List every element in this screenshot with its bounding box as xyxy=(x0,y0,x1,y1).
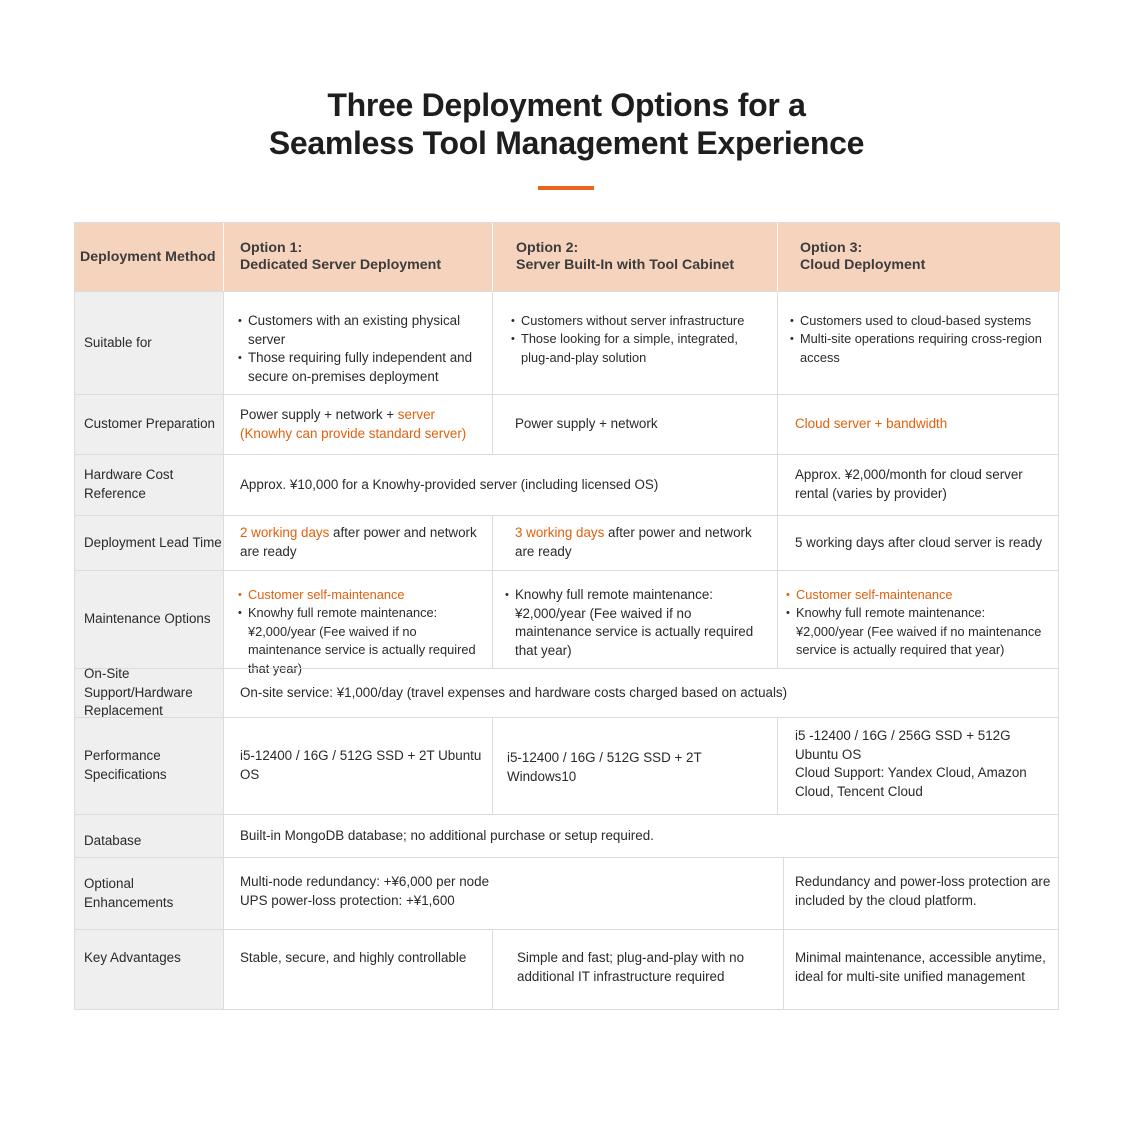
header-deployment-method: Deployment Method xyxy=(75,223,223,291)
database-value: Built-in MongoDB database; no additional purchase or setup required. xyxy=(223,815,1060,857)
row-label: Optional Enhancements xyxy=(75,858,223,929)
table-row-customer-preparation xyxy=(75,394,1058,454)
table-row-database xyxy=(75,814,1058,857)
option-2-preparation: Power supply + network xyxy=(492,395,777,454)
option-3-optional: Redundancy and power-loss protection are included by the cloud platform. xyxy=(783,858,1060,929)
optional-ups: UPS power-loss protection: +¥1,600 xyxy=(240,892,455,908)
list-item: • Customer self-maintenance xyxy=(240,586,492,604)
preparation-highlight: server (Knowhy can provide standard server) xyxy=(240,406,467,441)
row-label: Performance Specifications xyxy=(75,718,223,814)
list-item: • Customers with an existing physical server xyxy=(240,312,486,349)
row-label: Maintenance Options xyxy=(75,571,223,668)
option-2-name: Server Built-In with Tool Cabinet xyxy=(516,257,735,273)
option-2-lead-time xyxy=(492,516,777,570)
option-1-name: Dedicated Server Deployment xyxy=(240,257,442,273)
row-label: Key Advantages xyxy=(75,930,223,1009)
option-1-suitable xyxy=(223,292,492,394)
option-3-hardware-cost: Approx. ¥2,000/month for cloud server rental (varies by provider) xyxy=(777,455,1060,515)
row-label: Database xyxy=(75,815,223,857)
header-option-1 xyxy=(223,223,492,291)
list-item: • Customer self-maintenance xyxy=(788,586,1052,604)
comparison-table xyxy=(74,222,1059,1010)
table-row-maintenance xyxy=(75,570,1058,676)
list-item: • Knowhy full remote maintenance: ¥2,000/year (Fee waived if no maintenance service is actually required that year) xyxy=(788,604,1052,659)
option-1-number: Option 1: xyxy=(240,240,303,256)
option-3-preparation: Cloud server + bandwidth xyxy=(777,395,1060,454)
title-line-1: Three Deployment Options for a xyxy=(327,87,806,123)
list-item: • Those requiring fully independent and secure on-premises deployment xyxy=(240,349,486,386)
option-1-2-hardware-cost: Approx. ¥10,000 for a Knowhy-provided server (including licensed OS) xyxy=(223,455,777,515)
option-2-advantages: Simple and fast; plug-and-play with no additional IT infrastructure required xyxy=(492,930,783,1009)
lead-time-highlight: 3 working days xyxy=(515,525,605,541)
option-1-preparation xyxy=(223,395,492,454)
list-item: • Customers used to cloud-based systems xyxy=(792,312,1052,330)
row-label: Suitable for xyxy=(75,292,223,394)
preparation-text: Power supply + network + xyxy=(240,406,398,422)
option-3-name: Cloud Deployment xyxy=(800,257,926,273)
title-underline xyxy=(538,186,594,190)
row-label: Hardware Cost Reference xyxy=(75,455,223,515)
option-3-advantages: Minimal maintenance, accessible anytime, ideal for multi-site unified management xyxy=(783,930,1060,1009)
lead-time-text: after power and network are ready xyxy=(515,525,752,559)
option-3-maintenance xyxy=(777,571,1060,668)
list-item: • Multi-site operations requiring cross-region access xyxy=(792,330,1052,367)
list-item: • Those looking for a simple, integrated, plug-and-play solution xyxy=(513,330,769,367)
option-1-lead-time xyxy=(223,516,492,570)
row-label: Customer Preparation xyxy=(75,395,223,454)
list-item: • Knowhy full remote maintenance: ¥2,000/year (Fee waived if no maintenance service is actually required that year) xyxy=(240,604,492,678)
table-row-onsite-support xyxy=(75,668,1058,717)
option-3-suitable xyxy=(777,292,1060,394)
optional-redundancy: Multi-node redundancy: +¥6,000 per node xyxy=(240,874,490,889)
table-header-row xyxy=(75,223,1058,291)
table-row-suitable-for xyxy=(75,291,1058,394)
table-row-key-advantages xyxy=(75,929,1058,1009)
option-3-number: Option 3: xyxy=(800,240,863,256)
row-label: On-Site Support/Hardware Replacement xyxy=(75,669,223,717)
list-item: • Knowhy full remote maintenance: ¥2,000/year (Fee waived if no maintenance service is actually required that year) xyxy=(507,586,769,660)
row-label: Deployment Lead Time xyxy=(75,516,223,570)
title-line-2: Seamless Tool Management Experience xyxy=(268,125,865,161)
header-option-2 xyxy=(492,223,777,291)
option-1-performance: i5-12400 / 16G / 512G SSD + 2T Ubuntu OS xyxy=(223,718,492,814)
option-2-performance: i5-12400 / 16G / 512G SSD + 2T Windows10 xyxy=(492,718,777,814)
option-3-lead-time: 5 working days after cloud server is ready xyxy=(777,516,1060,570)
performance-spec: i5 -12400 / 16G / 256G SSD + 512G Ubuntu OS xyxy=(795,728,1011,762)
option-2-maintenance xyxy=(492,571,777,668)
option-2-number: Option 2: xyxy=(516,240,579,256)
table-row-performance xyxy=(75,717,1058,814)
page-title xyxy=(0,86,1133,162)
option-3-performance xyxy=(777,718,1060,814)
onsite-support-value: On-site service: ¥1,000/day (travel expenses and hardware costs charged based on actuals) xyxy=(223,669,1060,717)
lead-time-highlight: 2 working days xyxy=(240,525,330,541)
header-option-3 xyxy=(777,223,1060,291)
table-row-hardware-cost xyxy=(75,454,1058,515)
option-1-advantages: Stable, secure, and highly controllable xyxy=(223,930,492,1009)
option-1-maintenance xyxy=(223,571,492,676)
table-row-lead-time xyxy=(75,515,1058,570)
list-item: • Customers without server infrastructure xyxy=(513,312,769,330)
performance-cloud-support: Cloud Support: Yandex Cloud, Amazon Cloud, Tencent Cloud xyxy=(795,765,1027,799)
option-2-suitable xyxy=(492,292,777,394)
option-1-2-optional xyxy=(223,858,783,929)
lead-time-text: after power and network are ready xyxy=(240,525,477,559)
table-row-optional-enhancements xyxy=(75,857,1058,929)
